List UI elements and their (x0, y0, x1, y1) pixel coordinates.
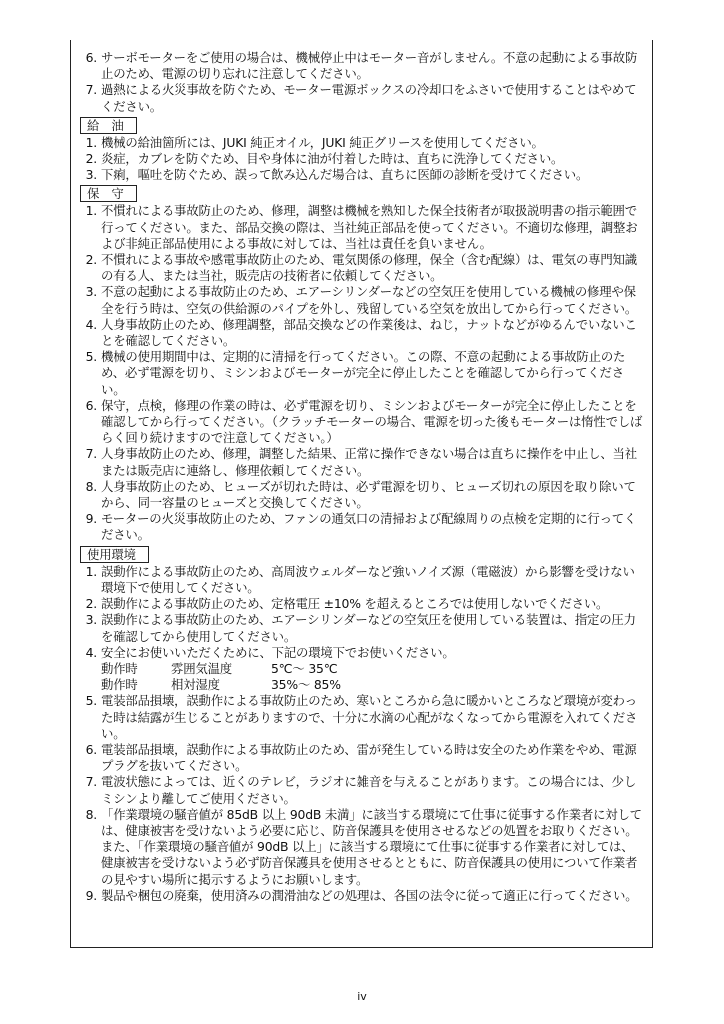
list-item (80, 479, 645, 511)
list-item (80, 446, 645, 478)
list-item (80, 317, 645, 349)
condition-label: 動作時 (101, 660, 138, 676)
item-text: サーボモーターをご使用の場合は、機械停止中はモーター音がしません。不意の起動による事故防止のため、電源の切り忘れに注意してください。 (101, 50, 638, 82)
list-item (80, 349, 645, 398)
list-item (80, 596, 645, 612)
item-text: 人身事故防止のため、ヒューズが切れた時は、必ず電源を切り、ヒューズ切れの原因を取り除いてから、同一容量のヒューズと交換してください。 (101, 478, 636, 511)
item-text: 機械の給油箇所には、JUKI 純正オイル，JUKI 純正グリースを使用してください。 (101, 134, 544, 150)
item-number: 6. (85, 741, 97, 757)
item-number: 2. (85, 151, 97, 167)
list-item (80, 693, 645, 742)
item-number: 2. (85, 252, 97, 268)
item-number: 3. (85, 612, 97, 628)
list-item (80, 151, 645, 167)
list-item (80, 284, 645, 316)
item-number: 1. (85, 203, 97, 219)
item-text: 炎症，カブレを防ぐため、目や身体に油が付着した時は、直ちに洗浄してください。 (101, 151, 564, 167)
item-text: 誤動作による事故防止のため、定格電圧 ±10% を超えるところでは使用しないでください。 (101, 596, 609, 612)
condition-row (80, 677, 645, 693)
item-text: 下痢，嘔吐を防ぐため、誤って飲み込んだ場合は、直ちに医師の診断を受けてください。 (101, 167, 589, 183)
list-item (80, 252, 645, 284)
item-number: 4. (85, 316, 97, 332)
item-number: 5. (85, 693, 97, 709)
section-heading-hoshu: 保 守 (80, 185, 137, 202)
condition-label: 動作時 (101, 677, 138, 693)
item-number: 9. (85, 511, 97, 527)
item-text: 誤動作による事故防止のため、エアーシリンダーなどの空気圧を使用している装置は、指定の圧力を確認してから使用してください。 (101, 612, 636, 644)
section-heading-kyuyu: 給 油 (80, 117, 137, 134)
item-text: 不意の起動による事故防止のため、エアーシリンダーなどの空気圧を使用している機械の修理や保全を行う時は、空気の供給源のパイプを外し、残留している空気を放出してから行ってください。 (101, 284, 638, 316)
item-number: 1. (85, 563, 97, 579)
condition-value: 35%～ 85% (271, 677, 341, 693)
list-item (80, 511, 645, 543)
item-text: 不慣れによる事故防止のため、修理，調整は機械を熟知した保全技術者が取扱説明書の指示範囲で行ってください。また、部品交換の際は、当社純正部品を使ってください。不適切な修理，調整および非純正部品使用による事故に対しては、当社は責任を負いません。 (101, 203, 638, 251)
item-text: 製品や梱包の廃棄，使用済みの潤滑油などの処理は、各国の法令に従って適正に行ってください。 (101, 887, 638, 903)
item-text: 人身事故防止のため、修理調整，部品交換などの作業後は、ねじ，ナットなどがゆるんでいないことを確認してください。 (101, 316, 637, 349)
item-text: 電装部品損壊，誤動作による事故防止のため、寒いところから急に暖かいところなど環境が変わった時は結露が生じることがありますので、十分に水滴の心配がなくなってから電源を入れてください。 (101, 693, 638, 741)
item-text: 電装部品損壊，誤動作による事故防止のため、雷が発生している時は安全のため作業をやめ、電源プラグを抜いてください。 (101, 741, 637, 774)
item-number: 4. (85, 644, 97, 660)
list-item (80, 167, 645, 183)
item-number: 6. (85, 50, 97, 65)
list-item (80, 807, 645, 888)
list-item (80, 50, 645, 82)
item-text: 誤動作による事故防止のため、高周波ウェルダーなど強いノイズ源（電磁波）から影響を受けない環境下で使用してください。 (101, 563, 635, 595)
list-item (80, 742, 645, 774)
item-text: 人身事故防止のため、修理，調整した結果、正常に操作できない場合は直ちに操作を中止し、当社または販売店に連絡し、修理依頼してください。 (101, 446, 637, 478)
item-text: モーターの火災事故防止のため、ファンの通気口の清掃および配線周りの点検を定期的に行ってください。 (101, 511, 637, 543)
item-number: 3. (85, 167, 97, 183)
item-text: 機械の使用期間中は、定期的に清掃を行ってください。この際、不意の起動による事故防止のため、必ず電源を切り、ミシンおよびモーターが完全に停止したことを確認してから行ってください。 (101, 349, 626, 397)
item-number: 3. (85, 284, 97, 300)
section-heading-kankyo: 使用環境 (80, 546, 149, 563)
item-text: 過熱による火災事故を防ぐため、モーター電源ボックスの冷却口をふさいで使用することはやめてください。 (101, 82, 637, 114)
item-text: 電波状態によっては、近くのテレビ，ラジオに雑音を与えることがあります。この場合には、少しミシンより離してご使用ください。 (101, 774, 637, 806)
item-number: 7. (85, 446, 97, 462)
item-number: 9. (85, 887, 97, 903)
item-number: 7. (85, 82, 97, 98)
list-item (80, 612, 645, 644)
list-item (80, 645, 645, 661)
item-text: 保守，点検，修理の作業の時は、必ず電源を切り、ミシンおよびモーターが完全に停止したことを確認してから行ってください。（クラッチモーターの場合、電源を切った後もモーターは惰性でしばらく回り続けますので注意してください。） (101, 397, 643, 446)
list-item (80, 774, 645, 806)
item-number: 8. (85, 806, 97, 822)
condition-name: 雰囲気温度 (171, 660, 232, 676)
page-number: iv (357, 990, 367, 1003)
list-item (80, 82, 645, 114)
condition-value: 5℃～ 35℃ (271, 660, 338, 676)
item-number: 2. (85, 596, 97, 612)
item-number: 1. (85, 134, 97, 150)
condition-row (80, 661, 645, 677)
item-number: 8. (85, 478, 97, 494)
list-item (80, 203, 645, 252)
list-item (80, 564, 645, 596)
item-number: 6. (85, 397, 97, 413)
item-text: 安全にお使いいただくために、下記の環境下でお使いください。 (101, 644, 455, 660)
list-item (80, 135, 645, 151)
document-body (80, 50, 645, 904)
item-number: 7. (85, 774, 97, 790)
condition-name: 相対湿度 (171, 677, 220, 693)
item-number: 5. (85, 349, 97, 365)
item-text: 不慣れによる事故や感電事故防止のため、電気関係の修理，保全（含む配線）は、電気の専門知識の有る人、または当社，販売店の技術者に依頼してください。 (101, 252, 637, 284)
list-item (80, 398, 645, 447)
item-text: 「作業環境の騒音値が 85dB 以上 90dB 未満」に該当する環境にて仕事に従事する作業者に対しては、健康被害を受けないよう必要に応じ、防音保護具を使用させるなどの処置をお取りください。また、「作業環境の騒音値が 90dB 以上」に該当する環境にて仕事に従事する作業者に対しては、健康被害を受けないよう必ず防音保護具を使用させるとともに、防音保護具の使用について作業者の見やすい場所に掲示するようにお願いします。 (101, 806, 642, 887)
list-item (80, 888, 645, 904)
